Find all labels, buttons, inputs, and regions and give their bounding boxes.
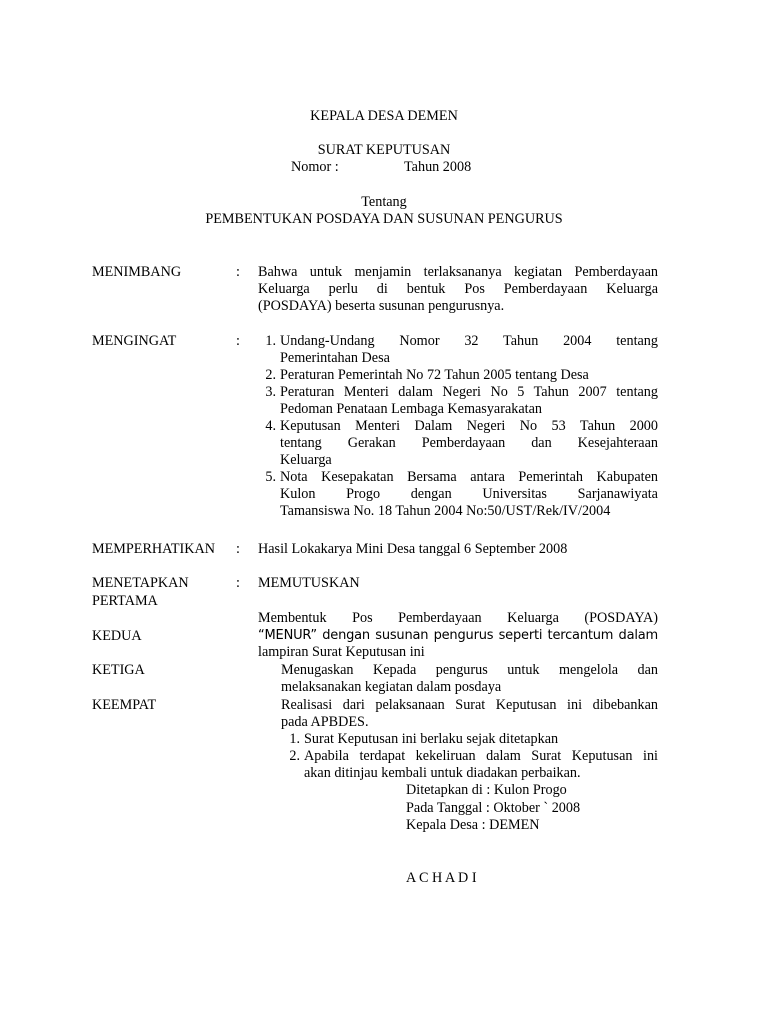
mengingat-item bbox=[265, 333, 658, 367]
pertama-line: lampiran Surat Keputusan ini bbox=[258, 644, 425, 660]
list-number: 3. bbox=[265, 384, 276, 400]
list-line: tentang Gerakan Pemberdayaan dan Kesejahteraan bbox=[280, 435, 658, 451]
list-line: Keluarga bbox=[280, 452, 332, 468]
keempat-line: pada APBDES. bbox=[281, 714, 369, 730]
list-number: 2. bbox=[265, 367, 276, 383]
menetapkan-colon: : bbox=[236, 575, 240, 591]
memperhatikan-label: MEMPERHATIKAN bbox=[92, 541, 215, 557]
menimbang-label: MENIMBANG bbox=[92, 264, 182, 280]
list-line: Kulon Progo dengan Universitas Sarjanawiyata bbox=[280, 486, 658, 502]
kedua-line: Menugaskan Kepada pengurus untuk mengelola dan bbox=[281, 662, 658, 678]
list-number: 1. bbox=[265, 333, 276, 349]
menimbang-line: Bahwa untuk menjamin terlaksananya kegiatan Pemberdayaan bbox=[258, 264, 658, 280]
menimbang-text bbox=[258, 264, 658, 315]
mengingat-item bbox=[265, 384, 658, 418]
closing-item bbox=[289, 731, 658, 748]
mengingat-item bbox=[265, 367, 658, 384]
list-line: Peraturan Pemerintah No 72 Tahun 2005 tentang Desa bbox=[280, 367, 589, 383]
list-number: 4. bbox=[265, 418, 276, 434]
pertama-label: PERTAMA bbox=[92, 593, 158, 609]
tentang-label: Tentang bbox=[361, 194, 407, 210]
memutuskan-heading: MEMUTUSKAN bbox=[258, 575, 360, 591]
kedua-line: melaksanakan kegiatan dalam posdaya bbox=[281, 679, 502, 695]
keempat-text bbox=[281, 697, 658, 731]
menimbang-line: Keluarga perlu di bentuk Pos Pemberdayaan Keluarga bbox=[258, 281, 658, 297]
signature-position: Kepala Desa : DEMEN bbox=[406, 817, 540, 833]
list-line: Pedoman Penataan Lembaga Kemasyarakatan bbox=[280, 401, 542, 417]
signature-place: Ditetapkan di : Kulon Progo bbox=[406, 782, 567, 798]
mengingat-colon: : bbox=[236, 333, 240, 349]
ketiga-label: KETIGA bbox=[92, 662, 145, 678]
mengingat-label: MENGINGAT bbox=[92, 333, 177, 349]
list-line: Apabila terdapat kekeliruan dalam Surat Keputusan ini bbox=[304, 748, 658, 764]
list-line: Peraturan Menteri dalam Negeri No 5 Tahun 2007 tentang bbox=[280, 384, 658, 400]
mengingat-item bbox=[265, 418, 658, 469]
signatory-name: A C H A D I bbox=[406, 870, 477, 886]
mengingat-list bbox=[265, 333, 658, 520]
signature-date: Pada Tanggal : Oktober ` 2008 bbox=[406, 800, 581, 816]
list-number: 1. bbox=[289, 731, 300, 747]
closing-item bbox=[289, 748, 658, 782]
nomor-label: Nomor : bbox=[291, 159, 339, 175]
kedua-label: KEDUA bbox=[92, 628, 142, 644]
menetapkan-label: MENETAPKAN bbox=[92, 575, 189, 591]
keempat-line: Realisasi dari pelaksanaan Surat Keputusan ini dibebankan bbox=[281, 697, 658, 713]
tahun-label: Tahun 2008 bbox=[404, 159, 472, 175]
closing-list bbox=[289, 731, 658, 782]
doc-type-title: SURAT KEPUTUSAN bbox=[317, 142, 451, 158]
list-number: 5. bbox=[265, 469, 276, 485]
memperhatikan-text: Hasil Lokakarya Mini Desa tanggal 6 September 2008 bbox=[258, 541, 568, 557]
authority-title: KEPALA DESA DEMEN bbox=[310, 108, 458, 124]
list-line: Undang-Undang Nomor 32 Tahun 2004 tentang bbox=[280, 333, 658, 349]
keempat-label: KEEMPAT bbox=[92, 697, 157, 713]
kedua-text bbox=[281, 662, 658, 696]
list-line: Pemerintahan Desa bbox=[280, 350, 390, 366]
list-line: Nota Kesepakatan Bersama antara Pemerintah Kabupaten bbox=[280, 469, 658, 485]
list-line: Tamansiswa No. 18 Tahun 2004 No:50/UST/Rek/IV/2004 bbox=[280, 503, 611, 519]
menimbang-line: (POSDAYA) beserta susunan pengurusnya. bbox=[258, 298, 505, 314]
subject-title: PEMBENTUKAN POSDAYA DAN SUSUNAN PENGURUS bbox=[205, 211, 563, 227]
pertama-line: Membentuk Pos Pemberdayaan Keluarga (POSDAYA) bbox=[258, 610, 658, 626]
list-line: Keputusan Menteri Dalam Negeri No 53 Tahun 2000 bbox=[280, 418, 658, 434]
menimbang-colon: : bbox=[236, 264, 240, 280]
mengingat-item bbox=[265, 469, 658, 520]
list-number: 2. bbox=[289, 748, 300, 764]
pertama-text bbox=[258, 610, 658, 661]
pertama-line: “MENUR” dengan susunan pengurus seperti tercantum dalam bbox=[258, 628, 658, 643]
memperhatikan-colon: : bbox=[236, 541, 240, 557]
list-line: Surat Keputusan ini berlaku sejak ditetapkan bbox=[304, 731, 559, 747]
list-line: akan ditinjau kembali untuk diadakan perbaikan. bbox=[304, 765, 581, 781]
